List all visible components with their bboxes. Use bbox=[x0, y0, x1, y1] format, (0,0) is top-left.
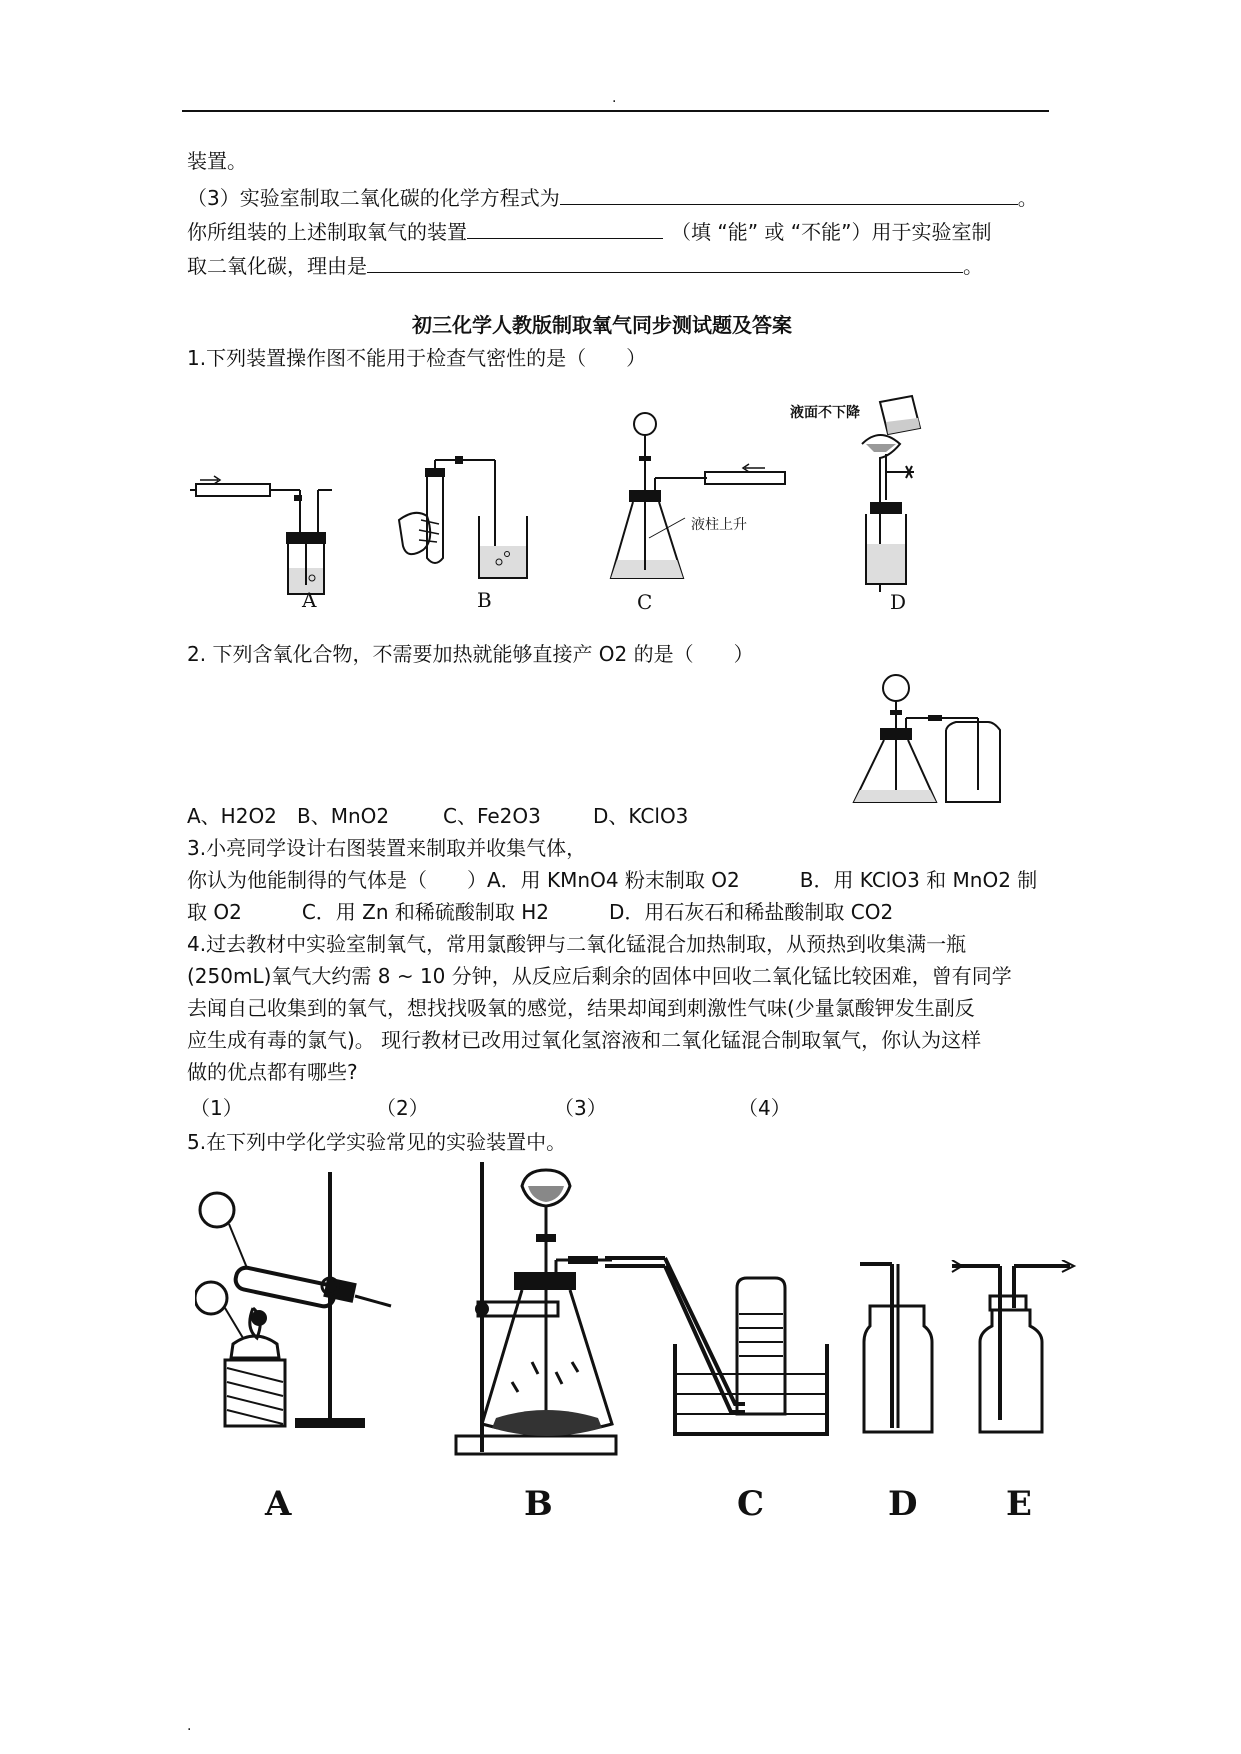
q1-annot-c: 液柱上升 bbox=[691, 517, 747, 533]
q3-top-text2b: （填 “能” 或 “不能”）用于实验室制 bbox=[671, 220, 992, 244]
q3-top-text2: 你所组装的上述制取氧气的装置 bbox=[187, 220, 467, 244]
q3-top-line2 bbox=[187, 216, 992, 246]
q5-label-e: E bbox=[1006, 1484, 1032, 1524]
q1-label-a: A bbox=[302, 588, 317, 612]
q5-text: 5.在下列中学化学实验常见的实验装置中。 bbox=[187, 1130, 567, 1154]
q4-blank-4[interactable]: （4） bbox=[738, 1096, 791, 1120]
q4-blank-2[interactable]: （2） bbox=[376, 1096, 429, 1120]
q5-label-b: B bbox=[524, 1484, 553, 1524]
q3-apparatus-figure bbox=[848, 670, 1008, 810]
q5-figure-b bbox=[452, 1162, 622, 1462]
q3-top-text1: （3）实验室制取二氧化碳的化学方程式为 bbox=[187, 186, 560, 210]
q5-label-a: A bbox=[265, 1484, 292, 1524]
apparatus-blank[interactable] bbox=[467, 216, 663, 239]
header-rule bbox=[182, 110, 1049, 112]
q5-label-d: D bbox=[888, 1484, 918, 1524]
top-line1: 装置。 bbox=[187, 149, 247, 173]
q2-text: 2. 下列含氧化合物，不需要加热就能够直接产 O2 的是（ ） bbox=[187, 642, 754, 666]
q5-label-c: C bbox=[737, 1484, 765, 1524]
q1-annot-d: 液面不下降 bbox=[790, 405, 860, 421]
q3-line3: 取 O2 C．用 Zn 和稀硫酸制取 H2 D．用石灰石和稀盐酸制取 CO2 bbox=[187, 900, 894, 924]
q1-figure-a bbox=[190, 470, 350, 615]
reason-blank[interactable] bbox=[367, 250, 963, 273]
q4-line5: 做的优点都有哪些? bbox=[187, 1060, 358, 1084]
page-title: 初三化学人教版制取氧气同步测试题及答案 bbox=[412, 313, 792, 337]
q5-figure-a bbox=[195, 1168, 415, 1448]
q1-label-b: B bbox=[477, 588, 492, 612]
q1-figure-c bbox=[605, 410, 805, 614]
q3-top-text3: 取二氧化碳，理由是 bbox=[187, 254, 367, 278]
q3-top-line3 bbox=[187, 250, 983, 280]
equation-blank[interactable] bbox=[560, 182, 1018, 205]
q1-label-c: C bbox=[637, 590, 653, 614]
q1-figure-d bbox=[790, 392, 950, 614]
q4-blank-1[interactable]: （1） bbox=[190, 1096, 243, 1120]
q4-line3: 去闻自己收集到的氧气，想找找吸氧的感觉，结果却闻到刺激性气味(少量氯酸钾发生副反 bbox=[187, 996, 975, 1020]
q2-options bbox=[187, 802, 688, 830]
q5-figure-c bbox=[605, 1244, 835, 1444]
q3-line1: 3.小亮同学设计右图装置来制取并收集气体， bbox=[187, 836, 587, 860]
q2-option-b[interactable]: B、MnO2 bbox=[297, 804, 390, 828]
q2-option-c[interactable]: C、Fe2O3 bbox=[443, 804, 541, 828]
q3-line2: 你认为他能制得的气体是（ ）A．用 KMnO4 粉末制取 O2 B．用 KClO3 和 MnO2 制 bbox=[187, 868, 1038, 892]
q1-text: 1.下列装置操作图不能用于检查气密性的是（ ） bbox=[187, 346, 647, 370]
q2-option-a[interactable]: A、H2O2 bbox=[187, 804, 277, 828]
q1-label-d: D bbox=[890, 590, 907, 614]
q2-option-d[interactable]: D、KClO3 bbox=[593, 804, 689, 828]
q4-blank-3[interactable]: （3） bbox=[554, 1096, 607, 1120]
header-dot: . bbox=[612, 90, 617, 106]
q4-line2: (250mL)氧气大约需 8 ~ 10 分钟，从反应后剩余的固体中回收二氧化锰比较困难，曾有同学 bbox=[187, 964, 1012, 988]
q4-blanks bbox=[190, 1094, 791, 1122]
footer-dot: . bbox=[187, 1718, 192, 1734]
q1-figure-b bbox=[395, 450, 555, 615]
q4-line4: 应生成有毒的氯气)。 现行教材已改用过氧化氢溶液和二氧化锰混合制取氧气，你认为这样 bbox=[187, 1028, 982, 1052]
q4-line1: 4.过去教材中实验室制氧气，常用氯酸钾与二氧化锰混合加热制取，从预热到收集满一瓶 bbox=[187, 932, 967, 956]
q3-top-line1 bbox=[187, 182, 1038, 212]
q5-figure-d bbox=[860, 1260, 940, 1440]
q3-top-end3: 。 bbox=[963, 254, 983, 278]
q3-top-end1: 。 bbox=[1017, 186, 1038, 210]
q5-figure-e bbox=[950, 1260, 1080, 1440]
